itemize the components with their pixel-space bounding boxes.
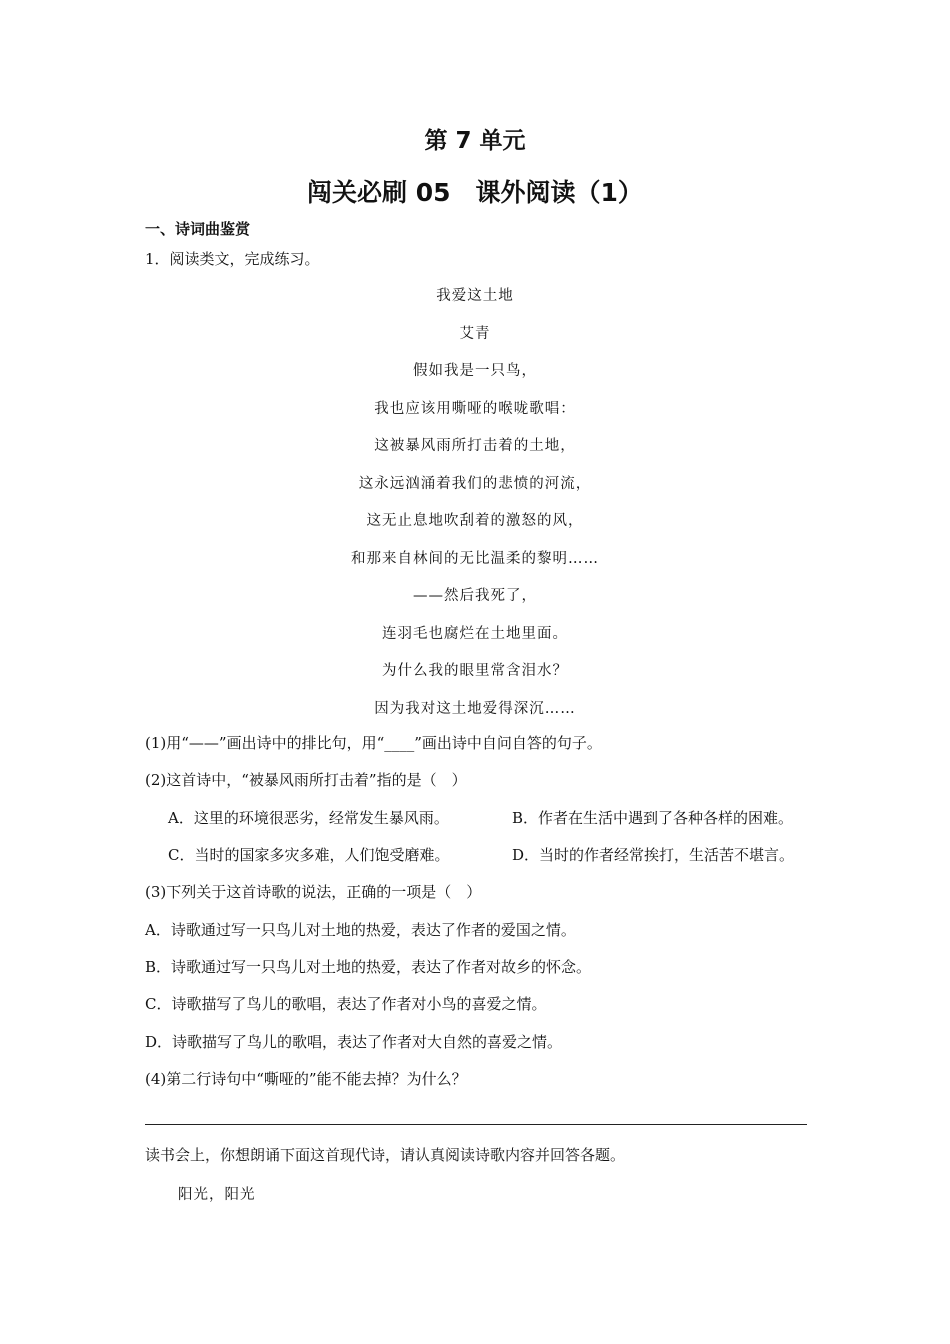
sub-question-3: (3)下列关于这首诗歌的说法，正确的一项是（ ） — [145, 883, 482, 901]
question-1-prompt: 1．阅读类文，完成练习。 — [145, 250, 320, 268]
question-2-intro: 读书会上，你想朗诵下面这首现代诗，请认真阅读诗歌内容并回答各题。 — [145, 1146, 626, 1164]
sub2-option-d: D．当时的作者经常挨打，生活苦不堪言。 — [512, 846, 795, 864]
answer-line — [145, 1124, 807, 1125]
poem-line: 因为我对这土地爱得深沉…… — [374, 700, 576, 717]
poem-line: 我也应该用嘶哑的喉咙歌唱： — [374, 400, 576, 417]
poem-line: 和那来自林间的无比温柔的黎明…… — [351, 550, 599, 567]
poem-line: 连羽毛也腐烂在土地里面。 — [382, 625, 568, 642]
poem-line: 这被暴风雨所打击着的土地， — [374, 438, 576, 454]
poem-block — [0, 284, 950, 734]
poem-line: 为什么我的眼里常含泪水？ — [382, 663, 568, 679]
sub3-option-d: D．诗歌描写了鸟儿的歌唱，表达了作者对大自然的喜爱之情。 — [145, 1033, 563, 1051]
lesson-title: 闯关必刷 05 课外阅读（1） — [307, 178, 643, 207]
sub-question-2: (2)这首诗中，“被暴风雨所打击着”指的是（ ） — [145, 771, 467, 789]
sub3-option-c: C．诗歌描写了鸟儿的歌唱，表达了作者对小鸟的喜爱之情。 — [145, 995, 547, 1013]
sub3-option-a: A．诗歌通过写一只鸟儿对土地的热爱，表达了作者的爱国之情。 — [145, 921, 576, 939]
section-heading: 一、诗词曲鉴赏 — [145, 220, 251, 238]
sub2-option-a: A．这里的环境很恶劣，经常发生暴风雨。 — [168, 809, 449, 827]
sub-question-1: (1)用“——”画出诗中的排比句，用“____”画出诗中自问自答的句子。 — [145, 734, 602, 752]
poem-line: ——然后我死了， — [413, 588, 537, 604]
poem-line: 这永远汹涌着我们的悲愤的河流， — [358, 475, 592, 492]
unit-title: 第 7 单元 — [424, 128, 526, 154]
poem-2-title: 阳光，阳光 — [178, 1187, 256, 1203]
poem-line: 这无止息地吹刮着的激怒的风， — [366, 513, 584, 529]
sub2-option-b: B．作者在生活中遇到了各种各样的困难。 — [512, 809, 794, 827]
sub2-option-c: C．当时的国家多灾多难，人们饱受磨难。 — [168, 846, 450, 864]
sub3-option-b: B．诗歌通过写一只鸟儿对土地的热爱，表达了作者对故乡的怀念。 — [145, 958, 592, 976]
sub-question-4: (4)第二行诗句中“嘶哑的”能不能去掉？为什么？ — [145, 1070, 467, 1088]
poem-author: 艾青 — [459, 325, 491, 342]
poem-title: 我爱这土地 — [436, 288, 514, 304]
poem-line: 假如我是一只鸟， — [413, 363, 537, 379]
